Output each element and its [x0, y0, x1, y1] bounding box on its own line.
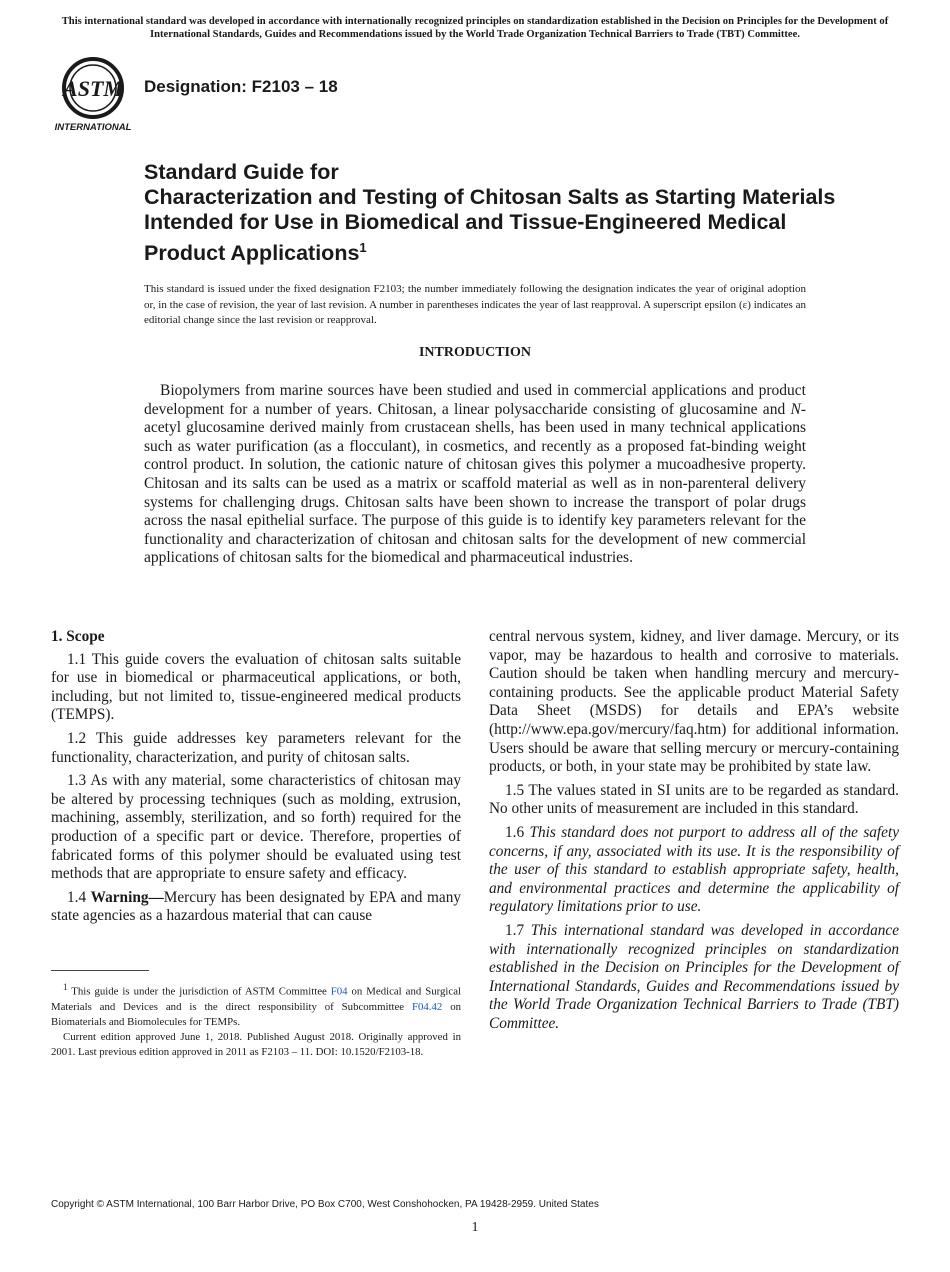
astm-logo [50, 55, 136, 133]
section-1-3: 1.3 As with any material, some characteristics of chitosan may be altered by processing techniques (such as molding, extrusion, machining, assembly, sterilization, and so forth) required for the production of a specific part or device. Therefore, properties of fabricated forms of this polymer should be evaluated using test methods that are appropriate to ensure safety and efficacy. [51, 772, 461, 883]
section-1-7: 1.7 This international standard was developed in accordance with internationally recognized principles on standardization established in the Decision on Principles for the Development of International Standards, Guides and Recommendations issued by the World Trade Organization Technical Barriers to Trade (TBT) Committee. [489, 921, 899, 1032]
section-1-6: 1.6 This standard does not purport to address all of the safety concerns, if any, associated with its use. It is the responsibility of the user of this standard to establish appropriate safety, health, and environmental practices and determine the applicability of regulatory limitations prior to use. [489, 823, 900, 916]
footnote-1: $^1$ This guide is under the jurisdiction of ASTM Committee F04 on Medical and Surgical Materials and Devices and is the direct responsibility of Subcommittee F04.42 on Biomaterials and Biomolecules for TEMPs. [51, 982, 461, 1028]
designation: Designation: F2103 – 18 [144, 77, 338, 96]
section-1-5: 1.5 The values stated in SI units are to be regarded as standard. No other units of measurement are included in this standard. [489, 781, 899, 818]
section-1-4: 1.4 Warning—Mercury has been designated by EPA and many state agencies as a hazardous material that can cause [51, 888, 461, 925]
copyright: Copyright © ASTM International, 100 Barr Harbor Drive, PO Box C700, West Conshohocken, PA 19428-2959. United States [51, 1199, 599, 1210]
footnotes [51, 980, 461, 1061]
section-1-4-continued: central nervous system, kidney, and liver damage. Mercury, or its vapor, may be hazardous to health and corrosive to materials. Caution should be taken when handling mercury and mercury-containing products. See the applicable product Material Safety Data Sheet (MSDS) for details and EPA’s website (http://www.epa.gov/mercury/faq.htm) for additional information. Users should be aware that selling mercury or mercury-containing products, or both, in your state may be prohibited by state law. [489, 628, 899, 776]
logo-subtext: INTERNATIONAL [54, 122, 132, 133]
scope-heading: 1. Scope [51, 628, 105, 645]
logo-text: ASTM [63, 76, 123, 101]
subcommittee-link[interactable]: F04.42 [411, 1000, 443, 1013]
top-notice: This international standard was developed in accordance with internationally recognized principles on standardization established in the Decision on Principles for the Development of International Standards, Guides and Recommendations issued by the World Trade Organization Technical Barriers to Trade (TBT) Committee. [61, 16, 889, 40]
section-1-1: 1.1 This guide covers the evaluation of chitosan salts suitable for use in biomedical or pharmaceutical applications, or both, including, but not limited to, tissue-engineered medical products (TEMPS). [51, 650, 461, 724]
document-title [144, 160, 844, 266]
title-main: Characterization and Testing of Chitosan Salts as Starting Materials Intended for Use in Biomedical and Tissue-Engineered Medical Product Applications$^1$ [144, 185, 836, 266]
footnote-divider [51, 970, 149, 971]
committee-link[interactable]: F04 [330, 985, 348, 998]
right-column [489, 628, 899, 1038]
section-1-2: 1.2 This guide addresses key parameters relevant for the functionality, characterization, and purity of chitosan salts. [51, 729, 461, 766]
issue-note: This standard is issued under the fixed designation F2103; the number immediately following the designation indicates the year of original adoption or, in the case of revision, the year of last revision. A number in parentheses indicates the year of last reapproval. A superscript epsilon (ε) indicates an editorial change since the last revision or reapproval. [144, 283, 806, 326]
introduction-body: Biopolymers from marine sources have been studied and used in commercial applications and product development for a number of years. Chitosan, a linear polysaccharide consisting of glucosamine and N-acetyl glucosamine derived mainly from crustacean shells, has been used in many technical applications such as water purification (as a flocculant), in cosmetics, and recently as a proposed fat-binding weight control product. In solution, the cationic nature of chitosan gives this polymer a mucoadhesive property. Chitosan and its salts can be used as a matrix or scaffold material as well as in non-parenteral delivery systems for challenging drugs. Chitosan salts have been shown to increase the transport of polar drugs across the nasal epithelial surface. The purpose of this guide is to identify key parameters relevant for the functionality and characterization of chitosan and chitosan salts for the development of new commercial applications of chitosan salts for the biomedical and pharmaceutical industries. [144, 382, 806, 567]
left-column [51, 628, 461, 931]
footnote-edition: Current edition approved June 1, 2018. Published August 2018. Originally approved in 2001. Last previous edition approved in 2011 as F2103 – 11. DOI: 10.1520/F2103-18. [51, 1031, 461, 1059]
title-line1: Standard Guide for [144, 160, 339, 184]
page-number: 1 [471, 1220, 479, 1235]
introduction-heading: INTRODUCTION [418, 345, 531, 360]
title-footnote-mark: 1 [359, 240, 367, 255]
